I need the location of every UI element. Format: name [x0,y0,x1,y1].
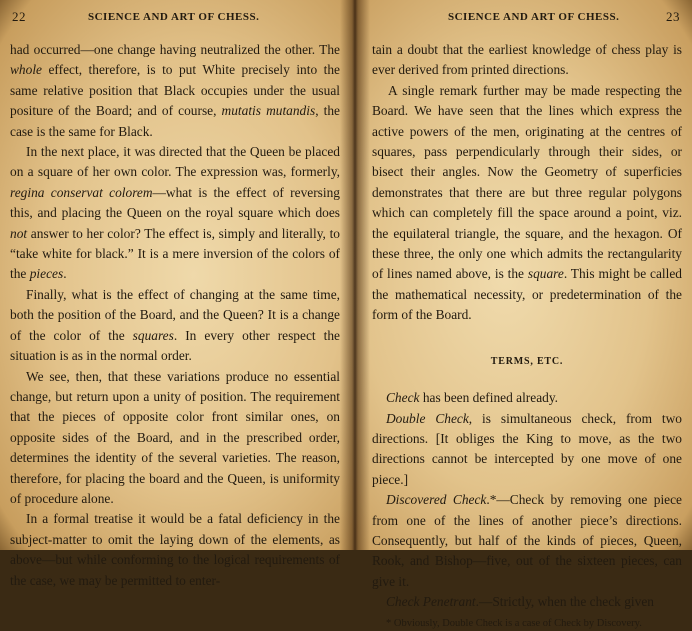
italic-text: Check [386,390,420,406]
left-page-number: 22 [12,9,26,24]
term-entry [372,409,682,491]
italic-text: mutatis mutandis [221,103,316,119]
text-run: —what is the effect of reversing this, and placing the Queen on the royal square which does [10,184,340,221]
text-run: has been defined already. [419,390,559,406]
left-running-head: SCIENCE AND ART OF CHESS. [88,11,260,23]
right-page-number: 23 [666,9,680,24]
text-run: . This might be called the mathematical necessity, or predetermination of the form of the Board. [372,266,682,323]
text-run: effect, therefore, is to put White precisely into the same relative position that Black occupies under the usual positure of the Board; and of course, [10,62,340,119]
text-run: .*—Check by removing one piece from one of the lines of another piece’s directions. Consequently, but half of the kinds of pieces, Queen, Rook, and Bishop—five, out of the sixteen pieces, can give it. [372,492,682,589]
text-run: tain a doubt that the earliest knowledge of chess play is ever derived from printed directions. [372,42,682,78]
left-page-body [10,40,340,591]
text-run: had occurred—one change having neutralized the other. The [10,42,340,57]
italic-text: squares [132,327,174,343]
paragraph [10,285,340,367]
italic-text: Double Check [386,410,469,426]
term-entry [372,388,682,408]
left-page-header [10,8,340,26]
term-entry [372,592,682,612]
text-run: , the case is the same for Black. [10,103,340,139]
text-run: Finally, what is the effect of changing at the same time, both the position of the Board, and the Queen? It is a change of the color of the [10,286,340,343]
italic-text: whole [10,62,42,78]
terms-heading: TERMS, ETC. [490,355,564,367]
left-page [0,0,352,588]
italic-text: Discovered Check [386,492,487,508]
paragraph [10,509,340,591]
text-run: . In every other respect the situation is as in the normal order. [10,327,340,364]
paragraph [10,367,340,510]
italic-text: not [10,225,28,241]
italic-text: Check Penetrant [386,594,476,610]
text-run: We see, then, that these variations produce no essential change, but return upon a unity of position. The requirement that the pieces of opposite color front similar ones, on opposite sides of the Board, and in the prescribed order, determines the identity of the several varieties. The reason, therefore, for placing the board and the Queen, is uniformity of procedure alone. [10,368,340,506]
terms-list [372,388,682,612]
paragraph [372,81,682,326]
paragraph [10,142,340,285]
right-running-head: SCIENCE AND ART OF CHESS. [448,11,620,23]
italic-text: pieces [29,266,64,282]
right-page-body [372,40,682,631]
text-run: . [63,266,67,282]
italic-text: regina conservat colorem [10,184,153,200]
text-run: .—Strictly, when the check given [475,594,654,610]
footnote: * Obviously, Double Check is a case of Check by Discovery. [386,617,642,629]
term-entry [372,490,682,592]
paragraph [10,40,340,142]
right-paragraphs [372,40,682,326]
paragraph [372,40,682,81]
right-page-header [372,8,682,26]
text-run: In a formal treatise it would be a fatal deficiency in the subject-matter to omit the laying down of the elements, as above—but while conforming to the logical requirements of the case, we may be permitted to enter- [10,511,340,588]
right-page [352,0,692,629]
text-run: In the next place, it was directed that the Queen be placed on a square of her own color. The expression was, formerly, [10,144,340,180]
italic-text: square [527,266,564,282]
text-run: A single remark further may be made respecting the Board. We have seen that the lines which express the active powers of the men, originating at the centres of squares, pass perpendicularly through their sides, or bisect their angles. Now the Geometry of superficies demonstrates that there are but three regular polygons which can completely fill the space around a point, viz. the equilateral triangle, the square, and the hexagon. Of these three, the only one which admits the rectangularity of lines named above, is the [372,82,682,282]
text-run: answer to her color? The effect is, simply and literally, to “take white for black.” It is a mere inversion of the colors of the [10,225,340,282]
text-run: , is simultaneous check, from two directions. [It obliges the King to move, as the two directions cannot be intercepted by one move of one piece.] [372,410,682,487]
